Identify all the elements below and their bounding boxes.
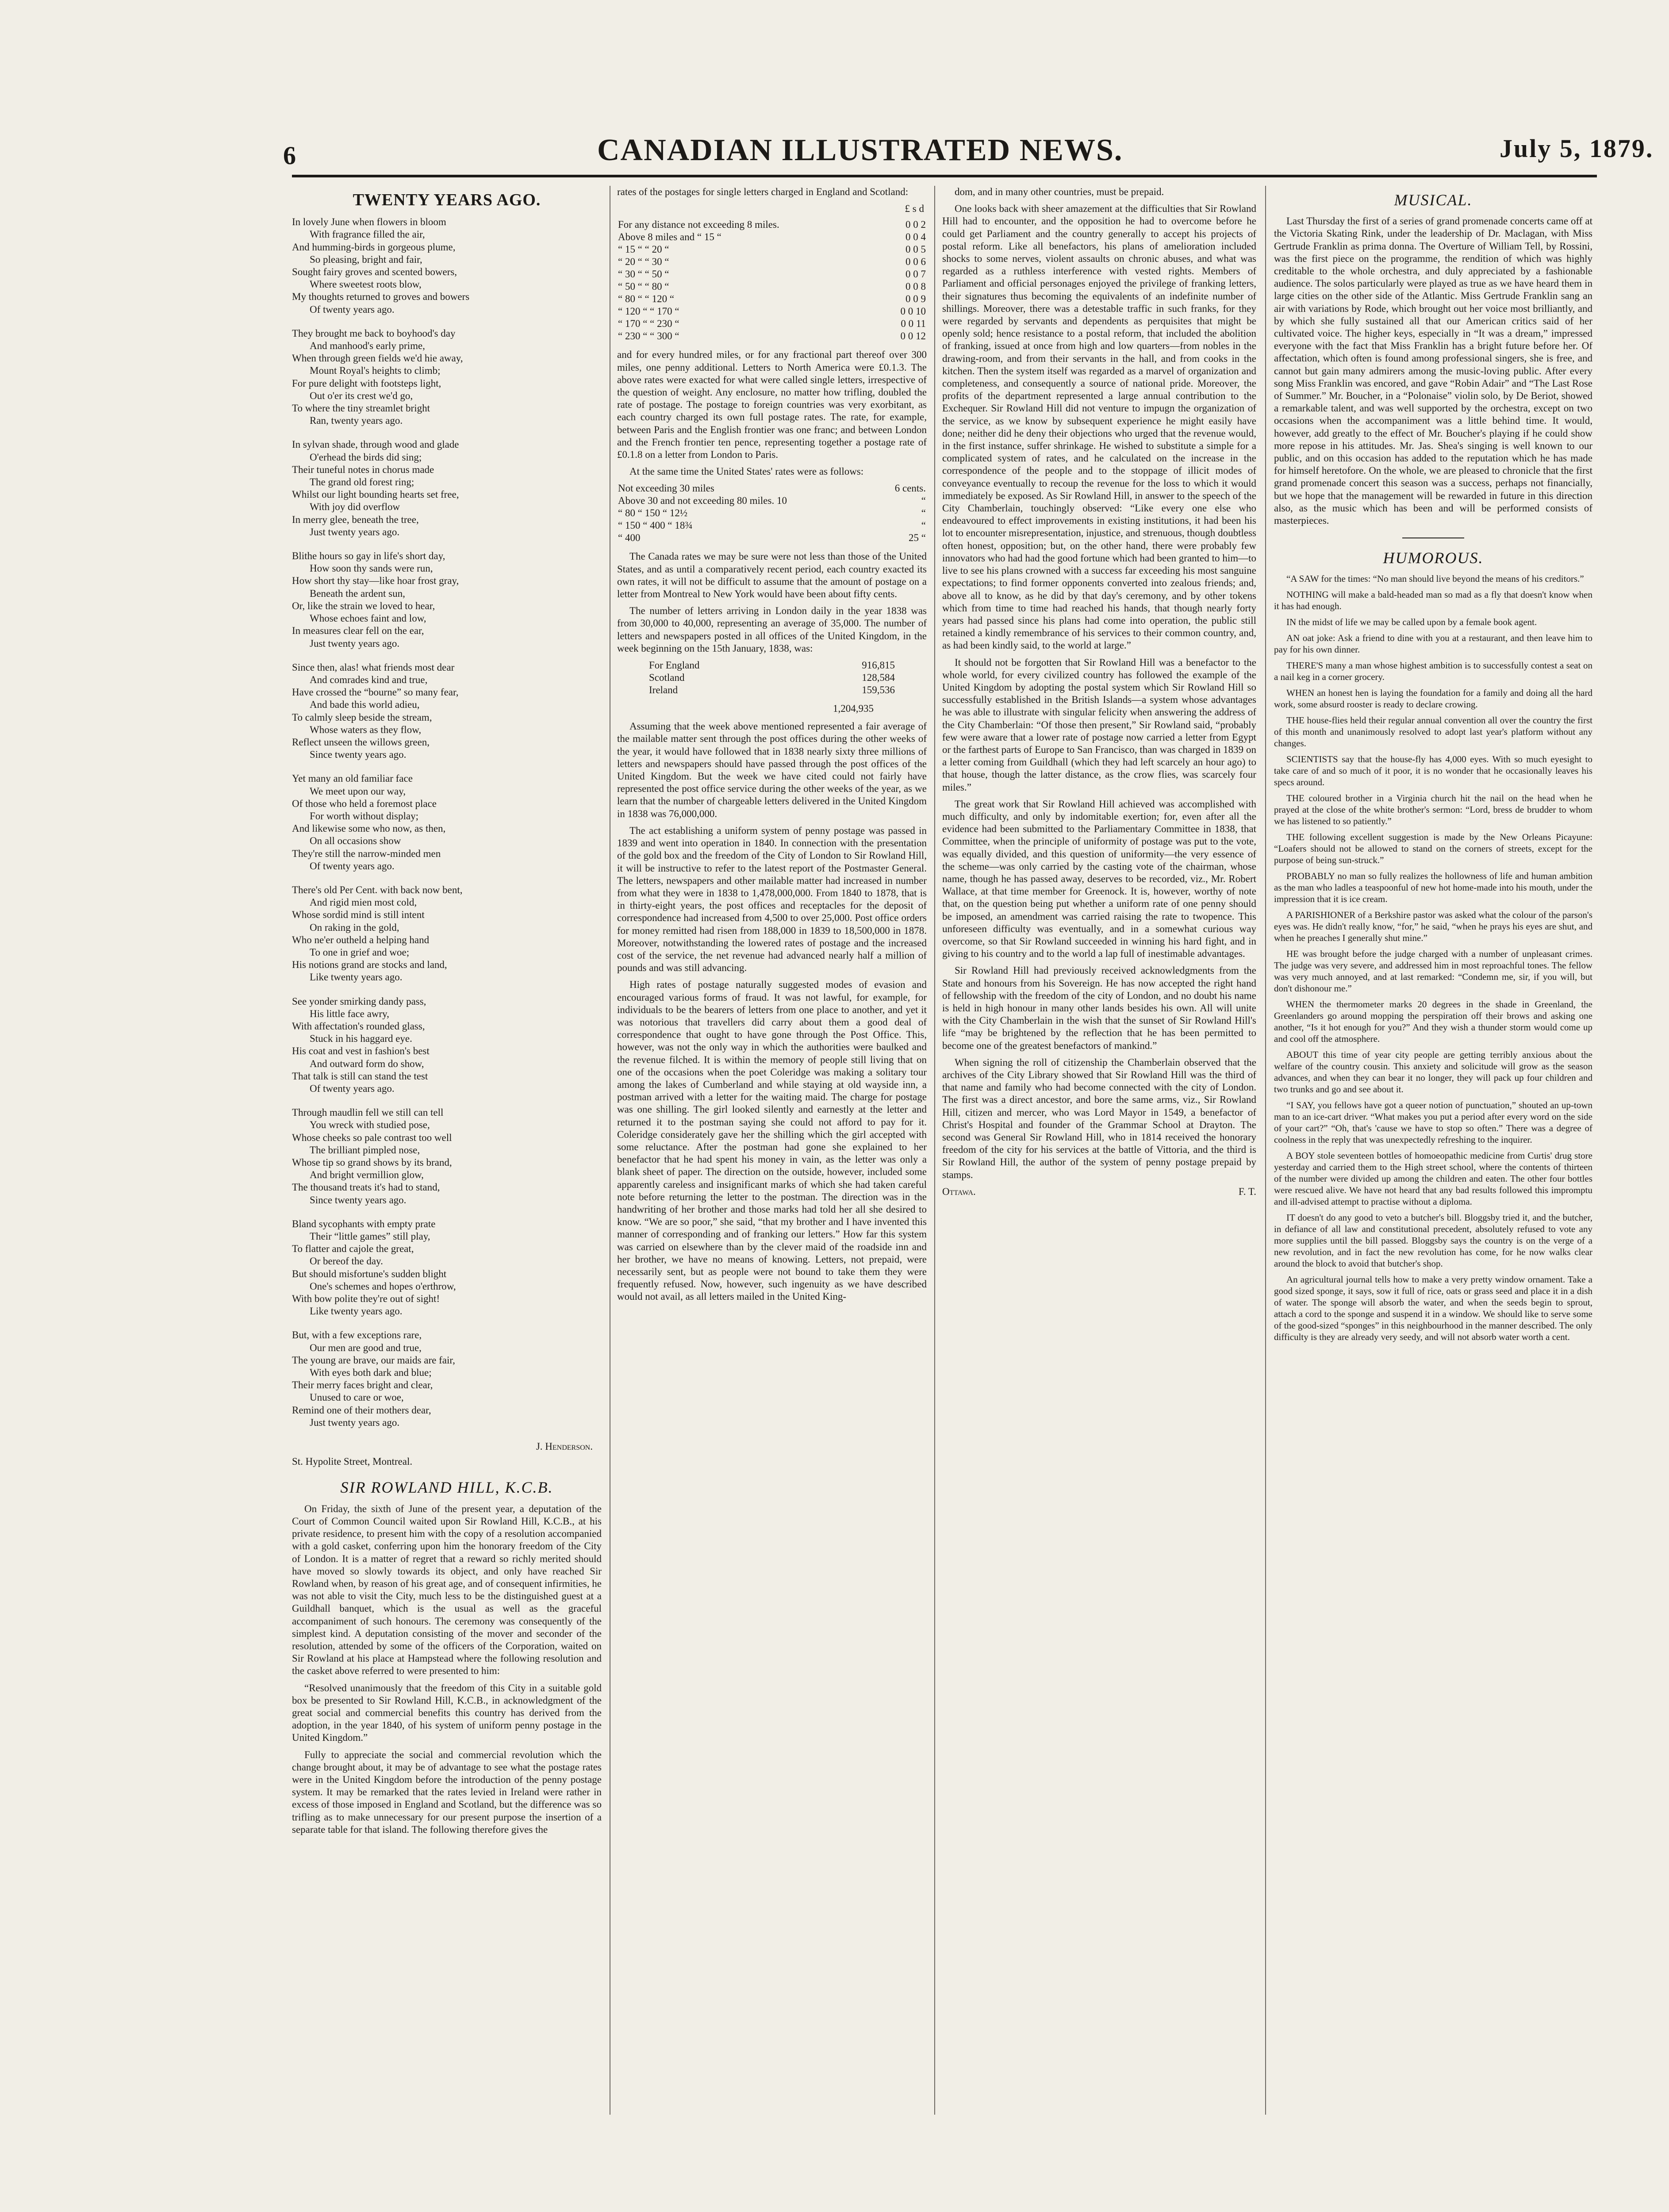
poem-line: Just twenty years ago. bbox=[310, 637, 400, 649]
poem-line: Out o'er its crest we'd go, bbox=[310, 390, 413, 401]
paragraph: The great work that Sir Rowland Hill achieved was accomplished with much difficulty, and only by indomitable exertion; for, even after all the evidence had been submitted to the Parliamentary Committee in 1838, that Committee, when the principle of uniformity of postage was put to the vote, was equally divided, and this question of uniformity—the very essence of the scheme—was only carried by the casting vote of the chairman, whose name, though he has passed away, deserves to be recorded, viz., Mr. Robert Wallace, at that time member for Greenock. It is, however, worthy of note that, on the question being put whether a uniform rate of one penny should be imposed, an amendment was carried raising the rate to twopence. This unforeseen difficulty was eventually, and in a somewhat curious way overcome, so that Sir Rowland succeeded in winning his hard fight, and in giving to his country and to the world a lap full of inestimable advantages. bbox=[942, 798, 1256, 960]
poem-stanza bbox=[292, 1218, 602, 1318]
poem-line: With fragrance filled the air, bbox=[310, 229, 425, 240]
poem-line: Of twenty years ago. bbox=[310, 1083, 395, 1094]
poem-line: Their merry faces bright and clear, bbox=[292, 1379, 433, 1391]
poem-line: Reflect unseen the willows green, bbox=[292, 736, 430, 748]
paragraph: “I SAY, you fellows have got a queer notion of punctuation,” shouted an up-town man to an ice-cart driver. “What makes you put a period after every word on the side of your cart?” “Oh, that's 'cause we have to stop so often.” There was a degree of coolness in the reply that was unexpectedly refreshing to the inquirer. bbox=[1274, 1100, 1592, 1145]
poem-line: Since twenty years ago. bbox=[310, 1194, 407, 1206]
table-cell: “ 30 “ “ 50 “ bbox=[618, 269, 669, 280]
poem-stanza bbox=[292, 1106, 602, 1206]
table-cell: 0 0 4 bbox=[905, 231, 926, 243]
table-cell: 0 0 5 bbox=[905, 244, 926, 255]
weekly-letter-counts-table bbox=[648, 659, 896, 696]
paragraph: The Canada rates we may be sure were not less than those of the United States, and as until a comparatively recent period, each country exacted its own rates, it will not be difficult to assume that the amount of postage on a letter from Montreal to New York would have been about fifty cents. bbox=[617, 551, 927, 600]
poem-stanza bbox=[292, 995, 602, 1095]
poem-stanza bbox=[292, 772, 602, 872]
table-cell: “ bbox=[921, 520, 926, 531]
table-cell: 0 0 9 bbox=[905, 293, 926, 305]
poem-stanza bbox=[292, 550, 602, 650]
paragraph: An agricultural journal tells how to make a very pretty window ornament. Take a good sized sponge, it says, sow it full of rice, oats or grass seed and place it in a dish of water. The sponge will absorb the water, and when the seeds begin to sprout, attach a cord to the sponge and suspend it in a window. We should like to serve some of the good-sized “sponges” in this neighbourhood in the manner described. The only difficulty is they are already very seedy, and will not absorb water worth a cent. bbox=[1274, 1274, 1592, 1343]
table-cell: 0 0 6 bbox=[905, 256, 926, 268]
poem-line: Have crossed the “bourne” so many fear, bbox=[292, 687, 459, 698]
poem-line: Just twenty years ago. bbox=[310, 526, 400, 538]
table-row bbox=[617, 305, 927, 318]
column-divider bbox=[934, 186, 935, 2115]
poem-line: Of those who held a foremost place bbox=[292, 798, 437, 809]
poem-line: Through maudlin fell we still can tell bbox=[292, 1107, 444, 1118]
poem-line: On raking in the gold, bbox=[310, 922, 399, 933]
paragraph: On Friday, the sixth of June of the present year, a deputation of the Court of Common Council waited upon Sir Rowland Hill, K.C.B., at his private residence, to present him with the copy of a resolution accompanied with a gold casket, conferring upon him the honorary freedom of the City of London. It is a matter of regret that a reward so richly merited should have moved so slowly towards its object, and only have reached Sir Rowland when, by reason of his great age, and of consequent infirmities, he was not able to visit the City, much less to be the distinguished guest at a Guildhall banquet, which is the usual as well as the graceful accompaniment of such honours. The ceremony was consequently of the simplest kind. A deputation consisting of the mover and seconder of the resolution, attended by some of the officers of the Corporation, waited on Sir Rowland at his place at Hampstead where the following resolution and the casket above referred to were presented to him: bbox=[292, 1503, 602, 1677]
poem-line: Beneath the ardent sun, bbox=[310, 588, 405, 599]
poem-line: Unused to care or woe, bbox=[310, 1392, 404, 1403]
issue-date: July 5, 1879. bbox=[1500, 134, 1654, 163]
column-1 bbox=[292, 186, 602, 2124]
paragraph: WHEN the thermometer marks 20 degrees in the shade in Greenland, the Greenlanders go around mopping the perspiration off their brows and asking one another, “Is it hot enough for you?” And they wish a thunder storm would come up and cool off the atmosphere. bbox=[1274, 999, 1592, 1045]
table-cell: “ 20 “ “ 30 “ bbox=[618, 256, 669, 268]
paragraph: IT doesn't do any good to veto a butcher's bill. Bloggsby tried it, and the butcher, in defiance of all law and constitutional precedent, absolutely refused to vote any more supplies until the bill passed. Bloggsby says the country is on the verge of a new revolution, and in fact the new revolution has come, for he now walks clear around the block to avoid that butcher's shop. bbox=[1274, 1212, 1592, 1269]
table-row bbox=[617, 268, 927, 280]
poem-line: Mount Royal's heights to climb; bbox=[310, 365, 441, 376]
table-row bbox=[617, 519, 927, 532]
table-row bbox=[617, 482, 927, 495]
article-body-part-1 bbox=[292, 1503, 602, 1836]
poem-stanza bbox=[292, 1329, 602, 1429]
column-4 bbox=[1274, 186, 1592, 2124]
poem-line: In lovely June when flowers in bloom bbox=[292, 216, 446, 228]
paragraph: It should not be forgotten that Sir Rowland Hill was a benefactor to the whole world, for every civilized country has followed the example of the United Kingdom by adopting the postal system which Sir Rowland Hill so successfully established in the British Islands—a system whose advantages he was able to illustrate with singular felicity when answering the address of the City Chamberlain: “Of those then present,” Sir Rowland said, “probably few were aware that a lower rate of postage now carried a letter from Egypt or the farthest parts of Europe to San Francisco, than was charged in 1839 on a letter coming from Guildhall (which they had left scarcely an hour ago) to that house, though the latter distance, as the crow flies, was scarcely four miles.” bbox=[942, 657, 1256, 793]
table-row bbox=[648, 659, 896, 672]
poem-line: And manhood's early prime, bbox=[310, 340, 425, 352]
table-cell: “ 80 “ 150 “ 12½ bbox=[618, 507, 688, 519]
poem-line: In sylvan shade, through wood and glade bbox=[292, 439, 459, 450]
poem-line: With joy did overflow bbox=[310, 501, 400, 513]
column-3 bbox=[942, 186, 1256, 2124]
poem-line: Our men are good and true, bbox=[310, 1342, 422, 1353]
paragraph: IN the midst of life we may be called upon by a female book agent. bbox=[1286, 617, 1537, 628]
table-cell: Ireland bbox=[649, 684, 678, 696]
poem-line: Bland sycophants with empty prate bbox=[292, 1218, 436, 1229]
poem-line: Where sweetest roots blow, bbox=[310, 279, 422, 290]
poem-line: And outward form do show, bbox=[310, 1058, 424, 1069]
paragraph: HE was brought before the judge charged with a number of unpleasant crimes. The judge was very severe, and addressed him in most reproachful tones. The fellow was very much annoyed, and at last remarked: “Condemn me, sir, if you will, but don't dishonour me.” bbox=[1274, 949, 1592, 994]
paragraph: NOTHING will make a bald-headed man so mad as a fly that doesn't know when it has had enough. bbox=[1274, 589, 1592, 612]
paragraph: High rates of postage naturally suggested modes of evasion and encouraged various forms of fraud. It was not lawful, for example, for individuals to be the bearers of letters from one place to another, and yet it was notorious that travellers did carry about them a good deal of correspondence that ought to have gone through the Post Office. This, however, was not the only way in which the authorities were baulked and the revenue filched. It is within the memory of people still living that on one of the occasions when the poet Coleridge was making a solitary tour among the lakes of Cumberland and while staying at old wayside inn, a postman arrived with a letter for the waiting maid. The charge for postage was one shilling. The girl looked silently and earnestly at the letter and returned it to the postman saying she could not afford to pay for it. Coleridge considerately gave her the shilling which the girl accepted with some reluctance. After the postman had gone she explained to her benefactor that he had spent his money in vain, as the letter was only a blank sheet of paper. The direction on the outside, however, included some apparently careless and insignificant marks of which she had taken careful note before returning the letter to the postman. The direction was in the handwriting of her brother and those marks had told her all she desired to know. “We are so poor,” she said, “that my brother and I have invented this manner of corresponding and of franking our letters.” How far this system was carried on elsewhere than by the clever maid of the roadside inn and her brother, we have no means of knowing. Letters, not prepaid, were necessarily sent, but as people were not bound to take them they were frequently refused. Now, however, such ingenuity as we have described would not avail, as all letters mailed in the United King- bbox=[617, 979, 927, 1302]
poem-line: And comrades kind and true, bbox=[310, 674, 428, 685]
paragraph: The act establishing a uniform system of penny postage was passed in 1839 and went into operation in 1840. In connection with the presentation of the gold box and the freedom of the City of London to Sir Rowland Hill, it will be instructive to refer to the latest report of the Postmaster General. The letters, newspapers and other mailable matter had increased in number from what they were in 1838 to 1,478,000,000. From 1840 to 1878, that is in thirty-eight years, the post offices and receptacles for the deposit of correspondence had increased from 4,500 to over 25,000. Post office orders for money remitted had risen from 188,000 in 1839 to 18,500,000 in 1878. Moreover, notwithstanding the lowered rates of postage and the increased cost of the service, the net revenue had advanced nearly half a million of pounds and was still advancing. bbox=[617, 825, 927, 974]
poem-line: How soon thy sands were run, bbox=[310, 563, 433, 574]
poem-line: You wreck with studied pose, bbox=[310, 1119, 430, 1131]
paragraph: The number of letters arriving in London daily in the year 1838 was from 30,000 to 40,000, representing an average of 35,000. The number of letters and newspapers posted in all offices of the United Kingdom, in the week beginning on the 15th January, 1838, was: bbox=[617, 605, 927, 654]
us-postage-rates-table bbox=[617, 482, 927, 544]
poem-stanza bbox=[292, 216, 602, 316]
poem-author: J. Henderson. bbox=[536, 1441, 593, 1452]
paragraph: THERE'S many a man whose highest ambition is to successfully contest a seat on a nail keg in a corner grocery. bbox=[1274, 660, 1592, 683]
table-row bbox=[617, 231, 927, 243]
poem-line: Their tuneful notes in chorus made bbox=[292, 464, 434, 475]
poem-stanza bbox=[292, 438, 602, 538]
poem-line: The grand old forest ring; bbox=[310, 476, 414, 488]
table-cell: 0 0 10 bbox=[900, 306, 926, 317]
table-row bbox=[617, 219, 927, 231]
musical-body bbox=[1274, 215, 1592, 527]
paragraph: SCIENTISTS say that the house-fly has 4,000 eyes. With so much eyesight to take care of and so much of it poor, it is no wonder that he occasionally leaves his specs around. bbox=[1274, 754, 1592, 788]
poem-line: Whose tip so grand shows by its brand, bbox=[292, 1157, 452, 1168]
poem-line: We meet upon our way, bbox=[310, 785, 406, 797]
poem-line: His notions grand are stocks and land, bbox=[292, 959, 447, 971]
rates-header: £ s d bbox=[905, 203, 924, 215]
table-row bbox=[648, 684, 896, 696]
table-cell: 159,536 bbox=[862, 684, 895, 696]
table-cell: Not exceeding 30 miles bbox=[618, 483, 714, 494]
article-signoff bbox=[942, 1186, 1256, 1198]
paragraph: WHEN an honest hen is laying the foundation for a family and doing all the hard work, some absurd rooster is ready to declare crowing. bbox=[1274, 687, 1592, 710]
paragraph: THE house-flies held their regular annual convention all over the country the first of this month and unanimously resolved to adopt last year's platform without any changes. bbox=[1274, 715, 1592, 749]
poem-line: When through green fields we'd hie away, bbox=[292, 353, 463, 364]
paragraph: AN oat joke: Ask a friend to dine with you at a restaurant, and then leave him to pay for his own dinner. bbox=[1274, 633, 1592, 655]
poem-line: Or, like the strain we loved to hear, bbox=[292, 600, 435, 611]
poem-title: TWENTY YEARS AGO. bbox=[353, 191, 541, 209]
poem-line: With affectation's rounded glass, bbox=[292, 1020, 425, 1032]
paragraph: When signing the roll of citizenship the Chamberlain observed that the archives of the City Library showed that Sir Rowland Hill was the third of that name and family who had become connected with the city of London. The first was a direct ancestor, and bore the same arms, viz., Sir Rowland Hill, citizen and mercer, who was Lord Mayor in 1549, a benefactor of Christ's Hospital and founder of the Grammar School at Drayton. The second was General Sir Rowland Hill, who in 1814 received the honorary freedom of the city for his services at the battle of Vittoria, and the third is Sir Rowland Hill, the author of the system of penny postage prepaid by stamps. bbox=[942, 1056, 1256, 1180]
table-row bbox=[617, 532, 927, 544]
poem-line: But, with a few exceptions rare, bbox=[292, 1329, 422, 1341]
table-row bbox=[617, 507, 927, 519]
table-cell: Above 30 and not exceeding 80 miles. 10 bbox=[618, 495, 787, 507]
paragraph: dom, and in many other countries, must be prepaid. bbox=[955, 186, 1164, 197]
poem-line: And likewise some who now, as then, bbox=[292, 823, 446, 834]
table-cell: “ bbox=[921, 495, 926, 507]
table-cell: “ 15 “ “ 20 “ bbox=[618, 244, 669, 255]
table-row bbox=[617, 495, 927, 507]
poem-line: Of twenty years ago. bbox=[310, 303, 395, 315]
paragraph: A PARISHIONER of a Berkshire pastor was asked what the colour of the parson's eyes was. He didn't really know, “for,” he said, “when he prays his eyes are shut, and when he preaches I generally shut mine.” bbox=[1274, 910, 1592, 944]
poem-line: With bow polite they're out of sight! bbox=[292, 1293, 440, 1305]
poem-line: The thousand treats it's had to stand, bbox=[292, 1182, 440, 1193]
paragraph: Fully to appreciate the social and commercial revolution which the change brought about, it may be of advantage to see what the postage rates were in the United Kingdom before the introduction of the penny postage system. It may be remarked that the rates levied in Ireland were rather in excess of those imposed in England and Scotland, but the difference was so trifling as to make unnecessary for our present purpose the insertion of a separate table for that island. The following therefore gives the bbox=[292, 1749, 602, 1835]
signoff-place: Ottawa. bbox=[942, 1186, 976, 1197]
paragraph: ABOUT this time of year city people are getting terribly anxious about the welfare of the country cousin. This anxiety and solicitude will grow as the season advances, and when they can bear it no longer, they will pack up four children and two trunks and go and see about it. bbox=[1274, 1049, 1592, 1095]
poem-line: Of twenty years ago. bbox=[310, 860, 395, 872]
table-cell: Scotland bbox=[649, 672, 685, 684]
table-row bbox=[617, 256, 927, 268]
paragraph: PROBABLY no man so fully realizes the hollowness of life and human ambition as the man who ladles a teaspoonful of new hot home-made into his mouth, under the impression that it is ice cream. bbox=[1274, 871, 1592, 905]
table-cell: “ 50 “ “ 80 “ bbox=[618, 281, 669, 292]
table-cell: 0 0 7 bbox=[905, 269, 926, 280]
article-title: SIR ROWLAND HILL, K.C.B. bbox=[340, 1479, 553, 1497]
poem-line: O'erhead the birds did sing; bbox=[310, 451, 422, 463]
poem-line: Since twenty years ago. bbox=[310, 749, 407, 760]
table-cell: 916,815 bbox=[862, 660, 895, 671]
poem-line: And humming-birds in gorgeous plume, bbox=[292, 241, 456, 253]
poem-line: There's old Per Cent. with back now bent, bbox=[292, 884, 463, 895]
us-rates-intro: At the same time the United States' rates were as follows: bbox=[629, 466, 864, 477]
paragraph: THE following excellent suggestion is made by the New Orleans Picayune: “Loafers should not be allowed to stand on the corners of streets, except for the purpose of being sun-struck.” bbox=[1274, 832, 1592, 866]
poem-line: My thoughts returned to groves and bowers bbox=[292, 291, 470, 303]
poem-line: And bright vermillion glow, bbox=[310, 1169, 424, 1181]
poem-line: They're still the narrow-minded men bbox=[292, 848, 441, 859]
poem-line: On all occasions show bbox=[310, 835, 401, 847]
humorous-body bbox=[1274, 573, 1592, 1343]
table-cell: “ 80 “ “ 120 “ bbox=[618, 293, 675, 305]
poem-line: With eyes both dark and blue; bbox=[310, 1367, 432, 1379]
poem-line: Who ne'er outheld a helping hand bbox=[292, 934, 430, 945]
table-cell: “ 120 “ “ 170 “ bbox=[618, 306, 679, 317]
poem-line: Like twenty years ago. bbox=[310, 972, 403, 983]
table-cell: “ 400 bbox=[618, 532, 641, 544]
article-body-part-4 bbox=[942, 186, 1256, 1181]
poem-line: And rigid mien most cold, bbox=[310, 897, 417, 908]
table-row bbox=[617, 330, 927, 342]
rates-commentary: and for every hundred miles, or for any fractional part thereof over 300 miles, one penny additional. Letters to North America were £0.1.3. The above rates were exacted for what were called single letters, irrespective of the question of weight. Any enclosure, no matter how trifling, doubled the rate of postage. The postage to foreign countries was very exorbitant, as each country charged its own full postage rates. The rate, for example, between Paris and the English frontier was one franc; and between London and the French frontier ten pence, representing together a postage rate of £0.1.8 on a letter from London to Paris. bbox=[617, 349, 927, 461]
table-cell: 0 0 8 bbox=[905, 281, 926, 292]
musical-title: MUSICAL. bbox=[1394, 191, 1473, 209]
poem-line: Or bereof the day. bbox=[310, 1256, 383, 1267]
paragraph: Last Thursday the first of a series of grand promenade concerts came off at the Victoria Skating Rink, under the leadership of Dr. Maclagan, with Miss Gertrude Franklin as prima donna. The Overture of William Tell, by Rossini, was the first piece on the programme, the rendition of which was highly creditable to the whole orchestra, and duly appreciated by a fashionable audience. The solos particularly were played as true as we have heard them in large cities on the other side of the Atlantic. Miss Gertrude Franklin sang an air with variations by Rode, which brought out her voice most brilliantly, and by which she fully sustained all that our American critics said of her cultivated voice. The higher keys, especially in “It was a dream,” impressed everyone with the fact that Miss Franklin has a bright future before her. Of affectation, which often is found among professional singers, she is free, and cannot but gain many admirers among the music-loving public. After every song Miss Franklin was encored, and gave “Robin Adair” and “The Last Rose of Summer.” Mr. Boucher, in a “Polonaise” violin solo, by De Beriot, showed a remarkable talent, and was well supported by the orchestra, except on two occasions when the accompaniment was a little behind time. It would, however, add greatly to the effect of Mr. Boucher's playing if he could show more repose in his attitudes. Mr. Jas. Shea's singing is well known to our public, and on this occasion has added to the reputation which he has made for himself heretofore. On the whole, we are pleased to chronicle that the first grand promenade concert this season was a success, perhaps not financially, but we hope that the management will be rewarded in future in this direction also, as the music which has been and will be performed consists of masterpieces. bbox=[1274, 215, 1592, 526]
poem-line: Ran, twenty years ago. bbox=[310, 415, 403, 426]
poem-line: To one in grief and woe; bbox=[310, 946, 410, 958]
table-cell: 6 cents. bbox=[894, 483, 926, 494]
signoff-initials: F. T. bbox=[1238, 1186, 1256, 1197]
poem-line: To where the tiny streamlet bright bbox=[292, 403, 430, 414]
poem-line: For worth without display; bbox=[310, 810, 418, 822]
table-row bbox=[617, 280, 927, 293]
poem-stanza bbox=[292, 327, 602, 427]
poem-line: To flatter and cajole the great, bbox=[292, 1243, 414, 1255]
poem-line: That talk is still can stand the test bbox=[292, 1070, 428, 1082]
poem-line: The brilliant pimpled nose, bbox=[310, 1144, 420, 1156]
poem-line: Sought fairy groves and scented bowers, bbox=[292, 266, 457, 278]
poem-place: St. Hypolite Street, Montreal. bbox=[292, 1456, 413, 1467]
uk-postage-rates-table bbox=[617, 219, 927, 342]
table-cell: “ 170 “ “ 230 “ bbox=[618, 318, 679, 330]
table-row bbox=[617, 318, 927, 330]
paragraph: “A SAW for the times: “No man should live beyond the means of his creditors.” bbox=[1286, 573, 1584, 584]
paragraph: Assuming that the week above mentioned represented a fair average of the mailable matter sent through the post offices during the other weeks of the year, it would have followed that in 1838 nearly sixty three millions of letters and newspapers should have passed through the post offices of the United Kingdom. But the week we have cited could not fairly have represented the post office service during the other weeks of the year, as we learn that the number of chargeable letters delivered in the United Kingdom in 1838 was 76,000,000. bbox=[617, 721, 927, 819]
table-row bbox=[617, 293, 927, 305]
table-row bbox=[648, 672, 896, 684]
article-body-part-3 bbox=[617, 720, 927, 1303]
poem-line: Whilst our light bounding hearts set free, bbox=[292, 489, 459, 500]
table-row bbox=[617, 243, 927, 256]
column-divider bbox=[1265, 186, 1266, 2115]
poem-line: In merry glee, beneath the tree, bbox=[292, 514, 419, 525]
paragraph: THE coloured brother in a Virginia church hit the nail on the head when he prayed at the close of the white brother's sermon: “Lord, bress de brudder to whom we has listened to so patiently.” bbox=[1274, 793, 1592, 827]
poem-line: How short thy stay—like hoar frost gray, bbox=[292, 575, 459, 587]
poem-line: His coat and vest in fashion's best bbox=[292, 1045, 430, 1057]
table-cell: “ 230 “ “ 300 “ bbox=[618, 330, 679, 342]
table-cell: “ bbox=[921, 507, 926, 519]
table-cell: 0 0 11 bbox=[901, 318, 926, 330]
poem-line: Whose waters as they flow, bbox=[310, 724, 422, 735]
poem-line: Like twenty years ago. bbox=[310, 1306, 403, 1317]
table-cell: For England bbox=[649, 660, 700, 671]
poem-line: Whose sordid mind is still intent bbox=[292, 909, 425, 921]
paragraph: “Resolved unanimously that the freedom of this City in a suitable gold box be presented to Sir Rowland Hill, K.C.B., in acknowledgment of the great social and commercial benefits this country has derived from the adoption, in the year 1840, of his system of uniform penny postage in the United Kingdom.” bbox=[292, 1682, 602, 1743]
poem-line: Remind one of their mothers dear, bbox=[292, 1404, 431, 1416]
table-cell: For any distance not exceeding 8 miles. bbox=[618, 219, 779, 230]
table-cell: 128,584 bbox=[862, 672, 895, 684]
poem-line: They brought me back to boyhood's day bbox=[292, 327, 456, 339]
poem-stanza bbox=[292, 661, 602, 761]
article-body-part-2 bbox=[617, 550, 927, 655]
masthead: CANADIAN ILLUSTRATED NEWS. bbox=[597, 133, 1123, 167]
column-2 bbox=[617, 186, 927, 2124]
poem-line: Whose echoes faint and low, bbox=[310, 613, 426, 624]
table-cell: 0 0 12 bbox=[900, 330, 926, 342]
poem-line: The young are brave, our maids are fair, bbox=[292, 1354, 455, 1366]
poem-line: See yonder smirking dandy pass, bbox=[292, 995, 426, 1007]
poem-line: Blithe hours so gay in life's short day, bbox=[292, 550, 445, 562]
poem-line: So pleasing, bright and fair, bbox=[310, 253, 422, 265]
table-cell: “ 150 “ 400 “ 18¾ bbox=[618, 520, 693, 531]
poem-line: Since then, alas! what friends most dear bbox=[292, 661, 455, 673]
poem-line: In measures clear fell on the ear, bbox=[292, 625, 424, 637]
poem-line: But should misfortune's sudden blight bbox=[292, 1268, 447, 1279]
poem-line: For pure delight with footsteps light, bbox=[292, 377, 441, 389]
paragraph: Sir Rowland Hill had previously received acknowledgments from the State and honours from his Sovereign. He has now accepted the right hand of fellowship with the freedom of the city of London, and no doubt his name is held in high honour in many other lands besides his own. All will unite with the City Chamberlain in the wish that the sunset of Sir Rowland Hill's life “may be brightened by the reflection that he has been permitted to become one of the greatest benefactors of mankind.” bbox=[942, 965, 1256, 1051]
table-cell: 25 “ bbox=[909, 532, 926, 544]
page-number: 6 bbox=[283, 141, 296, 170]
poem-line: Stuck in his haggard eye. bbox=[310, 1033, 412, 1045]
poem-line: Yet many an old familiar face bbox=[292, 773, 413, 784]
weekly-total: 1,204,935 bbox=[833, 703, 874, 714]
header-rule bbox=[292, 175, 1597, 177]
poem-line: Whose cheeks so pale contrast too well bbox=[292, 1132, 452, 1143]
poem-line: His little face awry, bbox=[310, 1008, 389, 1019]
paragraph: One looks back with sheer amazement at the difficulties that Sir Rowland Hill had to encounter, and the opposition he had to overcome before he could get Parliament and the country generally to accept his projects of postal reform. Like all benefactors, his plans of amelioration included shocks to some nerves, violent assaults on chronic abuses, and what was regarded as a ruthless interference with vested rights. Members of Parliament and official personages enjoyed the privilege of franking letters, their signatures thus becoming the equivalents of an indefinite number of shillings. Moreover, there was a detestable traffic in such franks, for they were regarded by servants and dependents as perquisites that might be openly sold; hence resistance to a postal reform, that included the abolition of franking, issued at once from high and low quarters—from nobles in the drawing-room, and from their servants in the hall, and from cooks in the kitchen. Then the system itself was regarded as a marvel of organization and completeness, and consequently a source of national pride. Moreover, the profits of the department represented a large annual contribution to the Exchequer. Sir Rowland Hill did not venture to impugn the organization of the service, as we know by subsequent experience he might easily have done; neither did he deny their objections who urged that the revenue would, in the first instance, suffer shrinkage. He wished to substitute a simple for a complicated system of rates, and he calculated on the increase in the correspondence of the people and to the stoppage of illicit modes of conveyance eventually to recoup the revenue for the loss to which it would immediately be exposed. As Sir Rowland Hill, in answer to the speech of the City Chamberlain, touchingly observed: “Like every one else who endeavoured to effect improvements in existing institutions, it had been his lot to encounter misrepresentation, injustice, and strenuous, though doubtless often honest, opposition; but, on the other hand, there were probably few innovators who had had the good fortune which had been granted to him—to live to see his plans crowned with a success far exceeding his most sanguine expectations; to find former opponents converted into zealous friends; and, above all to know, as he did by that day's ceremony, and by other tokens which from time to time had reached his hands, that though nearly forty years had passed since his plans had come into operation, the public still retained a kindly remembrance of his services to their common country, and, as had been kindly said, to the world at large.” bbox=[942, 203, 1256, 651]
poem-line: One's schemes and hopes o'erthrow, bbox=[310, 1280, 456, 1292]
poem-line: To calmly sleep beside the stream, bbox=[292, 711, 432, 723]
poem-body bbox=[292, 216, 602, 1429]
humorous-title: HUMOROUS. bbox=[1383, 549, 1484, 567]
table-cell: 0 0 2 bbox=[905, 219, 926, 230]
rates-intro: rates of the postages for single letters charged in England and Scotland: bbox=[617, 186, 909, 197]
poem-line: Their “little games” still play, bbox=[310, 1231, 430, 1242]
paragraph: A BOY stole seventeen bottles of homoeopathic medicine from Curtis' drug store yesterday and carried them to the High street school, where the contents of thirteen of the number were divided up among the children and eaten. The other four bottles were rescued alive. We have not heard that any bad results followed this impromptu and ill-advised attempt to practise without a diploma. bbox=[1274, 1150, 1592, 1207]
poem-line: And bade this world adieu, bbox=[310, 699, 420, 710]
poem-stanza bbox=[292, 884, 602, 984]
table-cell: Above 8 miles and “ 15 “ bbox=[618, 231, 721, 243]
poem-line: Just twenty years ago. bbox=[310, 1417, 400, 1428]
